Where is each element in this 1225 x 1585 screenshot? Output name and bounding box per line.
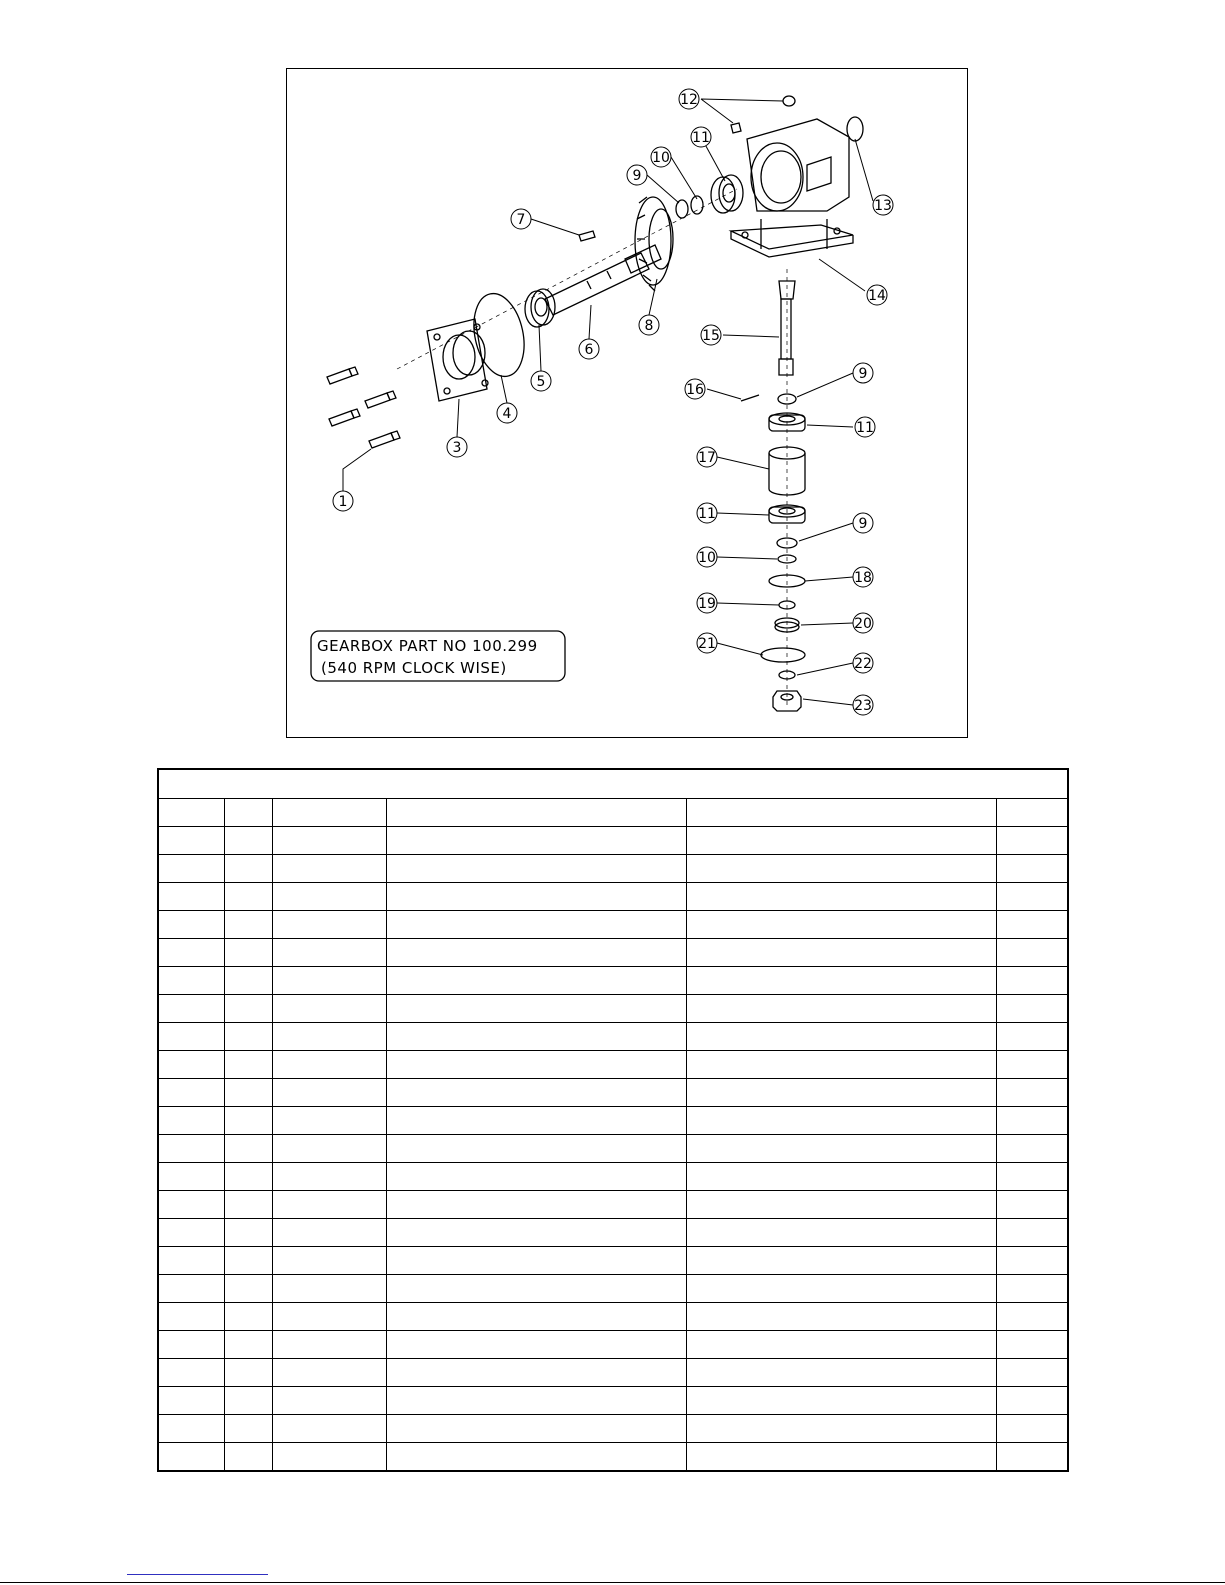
gearbox-rpm-note: (540 RPM CLOCK WISE) (321, 659, 507, 677)
table-cell (996, 1107, 1068, 1135)
table-cell (158, 1331, 224, 1359)
callout-10-top (651, 147, 671, 167)
table-cell (386, 967, 686, 995)
table-cell (158, 1303, 224, 1331)
table-cell (272, 1219, 386, 1247)
column-header (158, 799, 224, 827)
table-cell (686, 1443, 996, 1472)
table-cell (158, 967, 224, 995)
table-cell (224, 1247, 272, 1275)
table-cell (386, 1387, 686, 1415)
svg-text:6: 6 (584, 342, 594, 358)
callout-3 (447, 437, 467, 457)
table-cell (686, 1135, 996, 1163)
table-cell (996, 1051, 1068, 1079)
table-cell (386, 1247, 686, 1275)
table-cell (158, 1051, 224, 1079)
column-header (386, 799, 686, 827)
table-row (158, 1023, 1068, 1051)
table-cell (158, 1163, 224, 1191)
table-cell (686, 1275, 996, 1303)
table-cell (272, 1303, 386, 1331)
table-cell (996, 967, 1068, 995)
table-cell (686, 883, 996, 911)
callout-10-low (697, 547, 717, 567)
table-cell (686, 1191, 996, 1219)
svg-text:14: 14 (868, 288, 886, 304)
table-cell (224, 883, 272, 911)
callout-20 (853, 613, 873, 633)
table-cell (686, 967, 996, 995)
table-cell (158, 1191, 224, 1219)
table-row (158, 883, 1068, 911)
callout-labels (333, 89, 893, 715)
table-cell (686, 1079, 996, 1107)
svg-text:22: 22 (854, 656, 872, 672)
table-cell (272, 883, 386, 911)
table-cell (224, 1303, 272, 1331)
table-cell (386, 1443, 686, 1472)
table-cell (996, 1219, 1068, 1247)
table-cell (158, 939, 224, 967)
callout-11-top (691, 127, 711, 147)
table-cell (272, 967, 386, 995)
input-shaft (545, 245, 661, 315)
table-cell (272, 1107, 386, 1135)
table-cell (158, 1219, 224, 1247)
table-cell (272, 1051, 386, 1079)
table-cell (224, 1051, 272, 1079)
table-cell (686, 1415, 996, 1443)
table-row (158, 855, 1068, 883)
table-cell (272, 1163, 386, 1191)
svg-text:11: 11 (698, 506, 716, 522)
table-row (158, 1219, 1068, 1247)
table-cell (386, 1331, 686, 1359)
table-cell (158, 911, 224, 939)
table-row (158, 1443, 1068, 1472)
table-cell (224, 1443, 272, 1472)
svg-text:4: 4 (502, 406, 512, 422)
column-header (272, 799, 386, 827)
table-cell (158, 995, 224, 1023)
bevel-gear (635, 197, 673, 291)
bolt-1 (327, 367, 358, 384)
table-cell (158, 1387, 224, 1415)
svg-text:11: 11 (856, 420, 874, 436)
table-cell (996, 911, 1068, 939)
table-cell (996, 1247, 1068, 1275)
table-cell (996, 1275, 1068, 1303)
table-cell (386, 995, 686, 1023)
table-cell (272, 1247, 386, 1275)
bearing-11-top (711, 175, 743, 213)
table-cell (386, 1051, 686, 1079)
gearbox-part-number: GEARBOX PART NO 100.299 (317, 637, 538, 655)
gearbox-title-box (311, 631, 565, 681)
svg-text:8: 8 (644, 318, 654, 334)
table-row (158, 1051, 1068, 1079)
table-row (158, 1163, 1068, 1191)
callout-8 (639, 315, 659, 335)
table-row (158, 967, 1068, 995)
callout-13 (873, 195, 893, 215)
parts-table (157, 768, 1069, 1472)
table-row (158, 1107, 1068, 1135)
table-cell (996, 1135, 1068, 1163)
table-row (158, 939, 1068, 967)
table-cell (224, 855, 272, 883)
table-cell (386, 1303, 686, 1331)
table-cell (272, 995, 386, 1023)
table-row (158, 1079, 1068, 1107)
table-cell (996, 855, 1068, 883)
table-cell (224, 1275, 272, 1303)
table-cell (686, 827, 996, 855)
table-cell (224, 1191, 272, 1219)
gearbox-housing (731, 119, 853, 257)
svg-text:15: 15 (702, 328, 720, 344)
table-cell (386, 1359, 686, 1387)
table-cell (272, 1079, 386, 1107)
table-cell (158, 1275, 224, 1303)
table-cell (386, 911, 686, 939)
callout-11-low (697, 503, 717, 523)
svg-text:16: 16 (686, 382, 704, 398)
table-cell (386, 1023, 686, 1051)
table-row (158, 1359, 1068, 1387)
callout-9-mid (853, 363, 873, 383)
table-row (158, 1247, 1068, 1275)
table-row (158, 1331, 1068, 1359)
callout-15 (701, 325, 721, 345)
bearing-5 (525, 289, 555, 327)
column-header (224, 799, 272, 827)
table-cell (224, 1079, 272, 1107)
table-cell (272, 1387, 386, 1415)
table-row (158, 1415, 1068, 1443)
table-cell (224, 827, 272, 855)
table-cell (386, 1275, 686, 1303)
column-header (686, 799, 996, 827)
svg-text:10: 10 (652, 150, 670, 166)
table-cell (272, 1191, 386, 1219)
table-cell (158, 1415, 224, 1443)
table-cell (224, 1163, 272, 1191)
callout-22 (853, 653, 873, 673)
svg-text:9: 9 (858, 366, 868, 382)
table-cell (686, 1387, 996, 1415)
table-cell (158, 855, 224, 883)
table-cell (272, 1023, 386, 1051)
table-header-row (158, 799, 1068, 827)
table-row (158, 911, 1068, 939)
parts-table-body (158, 827, 1068, 1472)
key (579, 231, 595, 241)
table-row (158, 1191, 1068, 1219)
table-cell (224, 1135, 272, 1163)
table-cell (272, 827, 386, 855)
gearbox-exploded-view (287, 69, 969, 739)
exploded-diagram-frame (286, 68, 968, 738)
table-cell (996, 1331, 1068, 1359)
column-header (996, 799, 1068, 827)
table-cell (272, 1275, 386, 1303)
table-cell (996, 1191, 1068, 1219)
callout-9-top (627, 165, 647, 185)
svg-text:11: 11 (692, 130, 710, 146)
footer-link-underline[interactable] (127, 1574, 268, 1575)
table-cell (686, 1359, 996, 1387)
table-row (158, 1275, 1068, 1303)
table-cell (996, 1415, 1068, 1443)
callout-1 (333, 491, 353, 511)
table-title (158, 769, 1068, 799)
table-cell (224, 967, 272, 995)
table-cell (996, 995, 1068, 1023)
svg-text:7: 7 (516, 212, 526, 228)
callout-16 (685, 379, 705, 399)
o-ring (467, 289, 531, 381)
table-cell (996, 1443, 1068, 1472)
plug-12a (731, 123, 741, 133)
svg-text:21: 21 (698, 636, 716, 652)
footer-rule (0, 1582, 1225, 1583)
table-cell (158, 1023, 224, 1051)
table-cell (158, 827, 224, 855)
table-cell (386, 1191, 686, 1219)
callout-7 (511, 209, 531, 229)
table-cell (686, 855, 996, 883)
table-cell (996, 1359, 1068, 1387)
callout-23 (853, 695, 873, 715)
bolt-2 (365, 391, 396, 408)
table-cell (686, 911, 996, 939)
table-cell (686, 1051, 996, 1079)
pin-16 (741, 395, 759, 401)
svg-text:23: 23 (854, 698, 872, 714)
table-title-row (158, 769, 1068, 799)
table-row (158, 995, 1068, 1023)
table-cell (224, 1023, 272, 1051)
callout-9-low (853, 513, 873, 533)
callout-19 (697, 593, 717, 613)
svg-text:9: 9 (858, 516, 868, 532)
table-cell (224, 1219, 272, 1247)
cover-plate (427, 319, 488, 401)
table-cell (686, 1163, 996, 1191)
table-cell (158, 1079, 224, 1107)
table-cell (272, 1359, 386, 1387)
table-cell (996, 883, 1068, 911)
table-cell (224, 1387, 272, 1415)
table-cell (224, 1359, 272, 1387)
seal-13 (847, 117, 863, 141)
callout-6 (579, 339, 599, 359)
svg-text:3: 3 (452, 440, 462, 456)
svg-text:10: 10 (698, 550, 716, 566)
table-cell (996, 827, 1068, 855)
table-cell (158, 883, 224, 911)
svg-text:12: 12 (680, 92, 698, 108)
table-cell (686, 939, 996, 967)
table-cell (996, 1303, 1068, 1331)
table-row (158, 827, 1068, 855)
table-cell (272, 1415, 386, 1443)
table-cell (996, 1387, 1068, 1415)
shim-9-top (676, 200, 688, 218)
table-cell (996, 1023, 1068, 1051)
svg-text:18: 18 (854, 570, 872, 586)
svg-text:1: 1 (338, 494, 348, 510)
table-row (158, 1135, 1068, 1163)
callout-11-mid (855, 417, 875, 437)
callout-17 (697, 447, 717, 467)
table-cell (158, 1359, 224, 1387)
svg-text:13: 13 (874, 198, 892, 214)
plug-12b (783, 96, 795, 106)
callout-4 (497, 403, 517, 423)
table-cell (158, 1247, 224, 1275)
table-cell (224, 1415, 272, 1443)
table-cell (158, 1135, 224, 1163)
ring-21 (761, 648, 805, 662)
table-cell (386, 1079, 686, 1107)
callout-12 (679, 89, 699, 109)
table-cell (272, 1135, 386, 1163)
table-cell (386, 827, 686, 855)
table-cell (686, 1247, 996, 1275)
table-cell (272, 1331, 386, 1359)
callout-5 (531, 371, 551, 391)
bolt-4 (369, 431, 400, 448)
table-cell (224, 1331, 272, 1359)
table-cell (686, 1331, 996, 1359)
table-cell (686, 1219, 996, 1247)
table-cell (224, 995, 272, 1023)
table-cell (386, 1135, 686, 1163)
callout-18 (853, 567, 873, 587)
table-cell (686, 1303, 996, 1331)
table-row (158, 1303, 1068, 1331)
svg-text:19: 19 (698, 596, 716, 612)
table-cell (386, 1219, 686, 1247)
table-cell (224, 1107, 272, 1135)
table-cell (272, 1443, 386, 1472)
svg-text:9: 9 (632, 168, 642, 184)
table-cell (386, 883, 686, 911)
table-cell (272, 939, 386, 967)
bolt-3 (329, 409, 360, 426)
callout-21 (697, 633, 717, 653)
table-row (158, 1387, 1068, 1415)
table-cell (686, 1107, 996, 1135)
table-cell (272, 911, 386, 939)
table-cell (996, 1079, 1068, 1107)
table-cell (686, 1023, 996, 1051)
table-cell (224, 911, 272, 939)
table-cell (386, 1415, 686, 1443)
table-cell (996, 939, 1068, 967)
table-cell (996, 1163, 1068, 1191)
table-cell (224, 939, 272, 967)
callout-14 (867, 285, 887, 305)
table-cell (386, 939, 686, 967)
table-cell (158, 1107, 224, 1135)
svg-text:5: 5 (536, 374, 546, 390)
table-cell (686, 995, 996, 1023)
svg-text:20: 20 (854, 616, 872, 632)
table-cell (386, 1163, 686, 1191)
table-cell (386, 1107, 686, 1135)
svg-text:17: 17 (698, 450, 716, 466)
table-cell (386, 855, 686, 883)
table-cell (272, 855, 386, 883)
table-cell (158, 1443, 224, 1472)
